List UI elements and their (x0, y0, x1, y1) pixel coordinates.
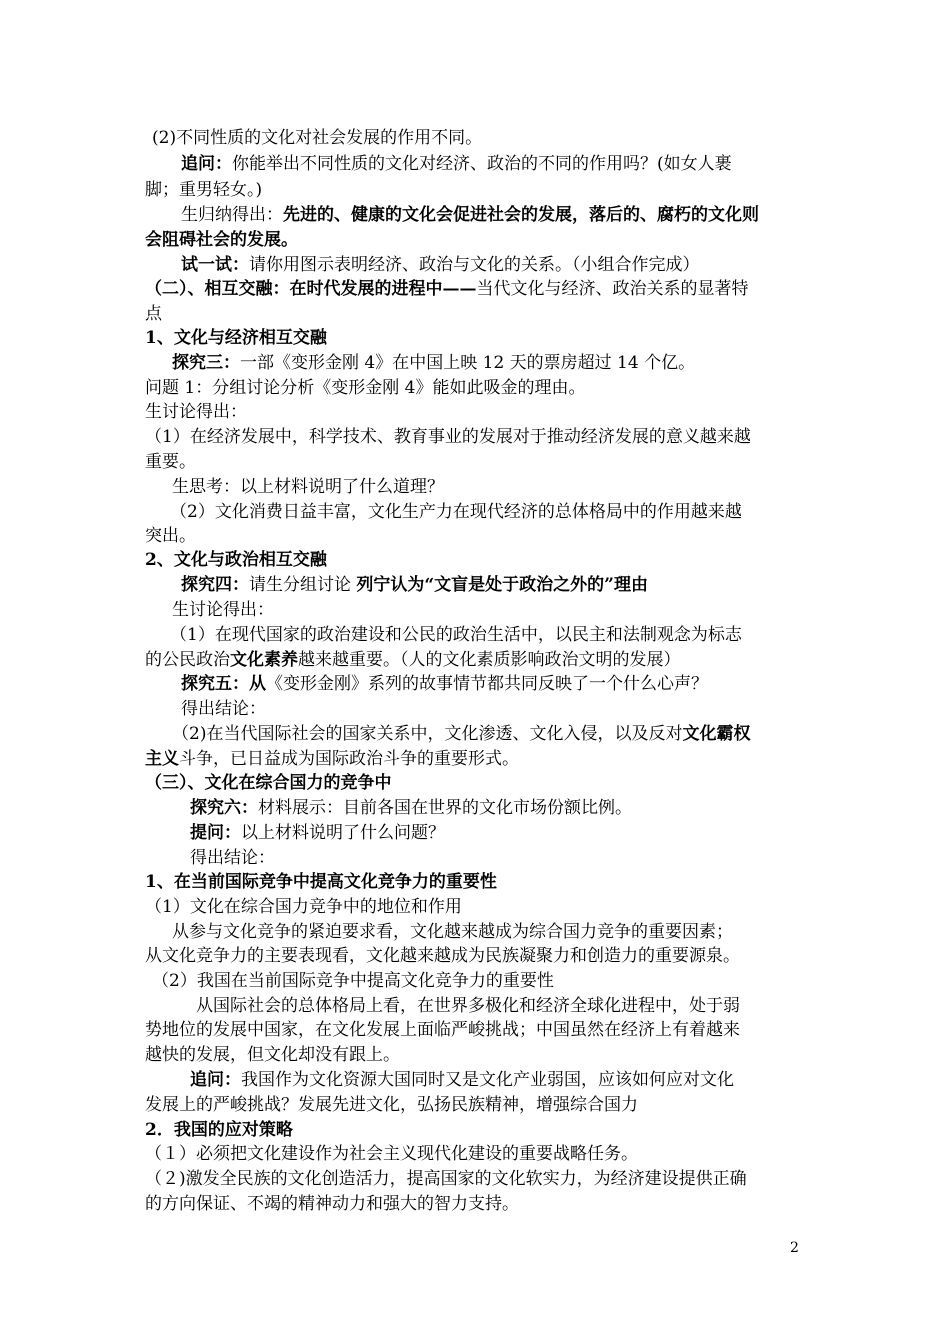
text-line: （１）必须把文化建设作为社会主义现代化建设的重要战略任务。 (145, 1144, 638, 1164)
text-line: 探究四：请生分组讨论 列宁认为“文盲是处于政治之外的”理由 (181, 575, 648, 595)
page-number: 2 (790, 1240, 799, 1256)
text-line: 试一试：请你用图示表明经济、政治与文化的关系。（小组合作完成） (181, 255, 700, 275)
text-line: （2)在当代国际社会的国家关系中，文化渗透、文化入侵，以及反对文化霸权 (172, 724, 751, 744)
text-line: （2）文化消费日益丰富，文化生产力在现代经济的总体格局中的作用越来越 (170, 502, 742, 522)
text-line: 生讨论得出： (145, 402, 247, 422)
text-line: 生讨论得出： (172, 600, 274, 620)
text-line: （２)激发全民族的文化创造活力，提高国家的文化软实力，为经济建设提供正确 (145, 1169, 747, 1189)
text-line: 探究五：从《变形金刚》系列的故事情节都共同反映了一个什么心声？ (181, 674, 708, 694)
text-line: 点 (145, 304, 162, 324)
text-line: （1）文化在综合国力竞争中的地位和作用 (145, 897, 462, 917)
text-line: （1）在经济发展中，科学技术、教育事业的发展对于推动经济发展的意义越来越 (145, 427, 751, 447)
text-line: 生思考：以上材料说明了什么道理？ (172, 477, 444, 497)
text-line: 从国际社会的总体格局上看，在世界多极化和经济全球化进程中，处于弱 (196, 996, 740, 1016)
text-line: 发展上的严峻挑战？发展先进文化，弘扬民族精神，增强综合国力 (145, 1095, 638, 1115)
text-line: 得出结论： (190, 848, 275, 868)
text-line: 越快的发展，但文化却没有跟上。 (145, 1045, 400, 1065)
text-line: 重要。 (145, 452, 196, 472)
subsection-heading: 2．我国的应对策略 (145, 1120, 293, 1140)
text-line: 脚；重男轻女。) (145, 180, 263, 200)
text-line: 探究六：材料展示：目前各国在世界的文化市场份额比例。 (190, 798, 632, 818)
text-line: 会阻碍社会的发展。 (145, 230, 298, 250)
text-line: 追问：我国作为文化资源大国同时又是文化产业弱国，应该如何应对文化 (190, 1070, 734, 1090)
text-line: 从参与文化竞争的紧迫要求看，文化越来越成为综合国力竞争的重要因素； (172, 922, 733, 942)
text-line: 主义斗争，已日益成为国际政治斗争的重要形式。 (145, 749, 519, 769)
text-line: （2）我国在当前国际竞争中提高文化竞争力的重要性 (152, 971, 554, 991)
text-line: 势地位的发展中国家，在文化发展上面临严峻挑战；中国虽然在经济上有着越来 (145, 1020, 740, 1040)
subsection-heading: 1、在当前国际竞争中提高文化竞争力的重要性 (145, 872, 497, 892)
section-heading: （三）、文化在综合国力的竞争中 (145, 773, 392, 793)
text-line: 从文化竞争力的主要表现看，文化越来越成为民族凝聚力和创造力的重要源泉。 (145, 946, 740, 966)
subsection-heading: 1、文化与经济相互交融 (145, 328, 327, 348)
text-line: 问题 1：分组讨论分析《变形金刚 4》能如此吸金的理由。 (145, 378, 586, 398)
text-line: 得出结论： (181, 699, 266, 719)
text-line: 探究三：一部《变形金刚 4》在中国上映 12 天的票房超过 14 个亿。 (172, 353, 696, 373)
text-line: (2)不同性质的文化对社会发展的作用不同。 (152, 128, 483, 148)
text-line: （1）在现代国家的政治建设和公民的政治生活中，以民主和法制观念为标志 (170, 625, 742, 645)
text-line: 提问：以上材料说明了什么问题？ (190, 823, 445, 843)
section-heading: （二）、相互交融：在时代发展的进程中——当代文化与经济、政治关系的显著特 (145, 279, 749, 299)
text-line: 追问：你能举出不同性质的文化对经济、政治的不同的作用吗？(如女人裹 (181, 154, 732, 174)
text-line: 生归纳得出：先进的、健康的文化会促进社会的发展，落后的、腐朽的文化则 (181, 205, 759, 225)
text-line: 的方向保证、不竭的精神动力和强大的智力支持。 (145, 1194, 519, 1214)
subsection-heading: 2、文化与政治相互交融 (145, 550, 327, 570)
text-line: 突出。 (145, 526, 196, 546)
text-line: 的公民政治文化素养越来越重要。（人的文化素质影响政治文明的发展） (145, 650, 681, 670)
